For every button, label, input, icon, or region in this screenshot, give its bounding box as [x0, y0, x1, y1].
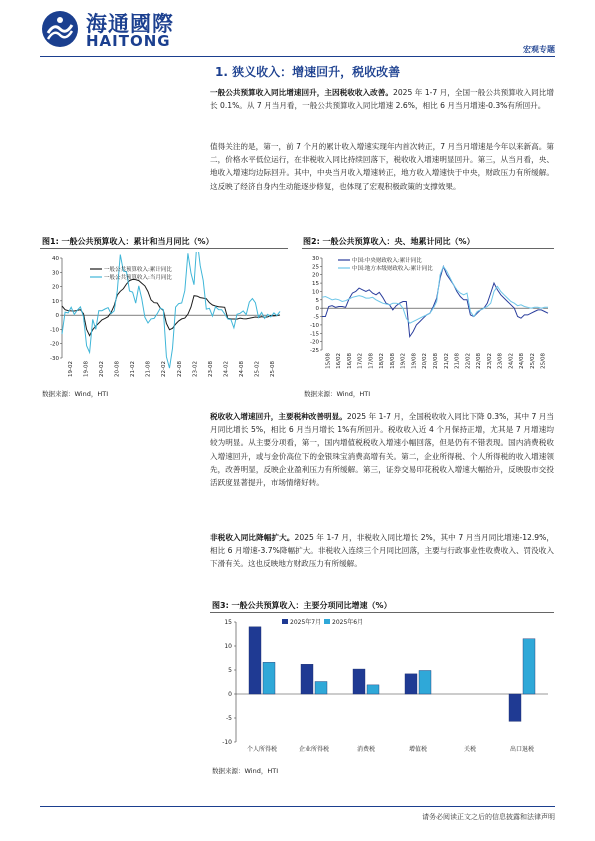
fig1-x-tick-label: 24-02	[223, 361, 230, 377]
figure-1-title-rule	[40, 248, 288, 249]
fig1-x-tick-label: 20-08	[114, 361, 121, 377]
fig3-category-label: 出口退税	[509, 746, 535, 753]
fig1-x-tick-label: 25-02	[254, 361, 261, 377]
fig3-category-label: 个人所得税	[246, 746, 278, 753]
fig2-x-tick-label: 19/08	[411, 353, 418, 369]
paragraph-1-body: 2025 年 1-7 月，全国一般公共预算收入同比增长 0.1%。从 7 月当月看，一般公共预算收入同比增速 2.6%，相比 6 月当月增速-0.3%有所回升。	[210, 88, 555, 111]
header-divider	[40, 56, 555, 57]
paragraph-3	[210, 410, 554, 489]
fig3-bar	[301, 664, 313, 694]
fig2-x-tick-label: 20/02	[422, 353, 429, 369]
fig2-x-tick-label: 23/02	[486, 353, 493, 369]
fig2-x-tick-label: 18/02	[379, 353, 386, 369]
fig1-y-tick-label: 20	[52, 284, 59, 291]
fig3-bar	[315, 682, 327, 694]
fig2-x-tick-label: 17/08	[368, 353, 375, 369]
fig3-category-label: 关税	[463, 746, 477, 753]
figure-1-title: 图1: 一般公共预算收入：累计和当月同比（%）	[42, 237, 214, 246]
footer-divider	[40, 806, 555, 807]
fig2-legend-label-1: 中国:中央财政收入:累计同比	[352, 258, 422, 264]
fig3-y-tick-label: 5	[228, 667, 232, 674]
fig1-x-tick-label: 23-08	[207, 361, 214, 377]
fig2-x-tick-label: 21/08	[454, 353, 461, 369]
fig1-x-tick-label: 21-02	[130, 361, 137, 377]
fig2-y-tick-label: 5	[315, 297, 319, 304]
logo-chinese-name: 海通國際	[86, 12, 174, 36]
fig2-y-tick-label: 15	[312, 281, 319, 288]
fig1-x-tick-label: 22-08	[176, 361, 183, 377]
fig1-y-tick-label: -10	[50, 327, 59, 334]
paragraph-4-body: 2025 年 1-7 月，非税收入同比增长 2%，其中 7 月当月同比增速-12.9%，相比 6 月增速-3.7%降幅扩大。非税收入连续三个月同比回落，主要与行政事业性收费收入、罚没收入下滑有关。这也反映地方财政压力有所缓解。	[210, 533, 555, 569]
report-type-tag: 宏观专题	[523, 45, 555, 54]
fig3-bar	[523, 639, 535, 694]
fig2-y-tick-label: 10	[312, 289, 319, 296]
fig1-y-tick-label: 30	[52, 270, 59, 277]
fig1-x-tick-label: 25-08	[270, 361, 277, 377]
figure-2-title: 图2: 一般公共预算收入：央、地累计同比（%）	[303, 237, 475, 246]
fig2-x-tick-label: 21/02	[443, 353, 450, 369]
paragraph-3-lead: 税收收入增速回升，主要税种改善明显。	[210, 412, 347, 421]
fig3-legend-swatch-2	[324, 619, 330, 624]
paragraph-4	[210, 531, 554, 571]
fig2-y-tick-label: 30	[312, 256, 319, 262]
fig2-y-tick-label: 25	[312, 264, 319, 271]
fig2-x-tick-label: 16/08	[346, 353, 353, 369]
figure-3-chart	[210, 614, 556, 762]
fig2-x-tick-label: 25/02	[529, 353, 536, 369]
fig3-bar	[509, 694, 521, 721]
logo-mark-icon	[40, 9, 80, 49]
fig1-y-tick-label: 0	[55, 313, 59, 320]
fig3-y-tick-label: 15	[224, 619, 232, 626]
fig2-y-tick-label: -20	[310, 339, 319, 346]
fig2-x-tick-label: 18/08	[389, 353, 396, 369]
fig1-x-tick-label: 24-08	[239, 361, 246, 377]
figure-2-title-rule	[302, 248, 554, 249]
figure-3-source: 数据来源：Wind，HTI	[212, 767, 279, 775]
fig1-x-tick-label: 21-08	[145, 361, 152, 377]
fig2-x-tick-label: 15/08	[325, 353, 332, 369]
fig3-category-label: 消费税	[356, 746, 376, 753]
fig2-x-tick-label: 20/08	[433, 353, 439, 369]
fig3-bar	[367, 685, 379, 694]
fig2-y-tick-label: 20	[312, 272, 319, 279]
fig2-x-tick-label: 22/02	[465, 353, 472, 369]
fig2-x-tick-label: 24/02	[508, 353, 515, 369]
paragraph-2-body: 值得关注的是，第一，前 7 个月的累计收入增速实现年内首次转正，7 月当月增速是今年以来新高。第二，价格水平低位运行，在非税收入同比持续回落下，税收收入增速明显回升。第三，从当月看，央、地收入增速均边际回升。其中，中央当月收入增速转正，地方收入增速快于中央，财政压力有所缓解。这反映了经济自身内生动能逐步修复，也体现了宏观积极政策的支撑效果。	[210, 142, 554, 191]
fig3-bar	[263, 662, 275, 694]
paragraph-1-lead: 一般公共预算收入同比增速回升，主因税收收入改善。	[210, 88, 393, 97]
figure-2-source: 数据来源：Wind，HTI	[304, 390, 371, 398]
fig1-y-tick-label: 40	[52, 256, 59, 262]
fig3-category-label: 增值税	[408, 746, 428, 753]
fig1-legend-label-2: 一般公共预算收入:当月同比	[104, 275, 172, 281]
fig2-legend-label-2: 中国:地方本级财政收入:累计同比	[352, 266, 433, 272]
fig3-y-tick-label: -5	[226, 715, 232, 722]
logo-english-name: HAITONG	[86, 32, 171, 50]
fig1-y-tick-label: -30	[50, 356, 59, 362]
fig1-y-tick-label: -20	[50, 341, 59, 348]
fig2-series-line-2	[322, 266, 548, 323]
fig1-x-tick-label: 19-02	[67, 361, 74, 377]
fig1-y-tick-label: 10	[52, 298, 59, 305]
fig3-bar	[353, 669, 365, 694]
fig2-x-tick-label: 23/08	[497, 353, 504, 369]
fig3-y-tick-label: 0	[228, 691, 232, 698]
fig2-y-tick-label: -15	[310, 331, 319, 338]
fig3-y-tick-label: 10	[224, 643, 232, 650]
fig1-x-tick-label: 23-02	[192, 361, 199, 377]
section-title: 1. 狭义收入：增速回升，税收改善	[215, 65, 401, 79]
paragraph-4-lead: 非税收入同比降幅扩大。	[210, 533, 295, 542]
fig2-x-tick-label: 25/08	[540, 353, 547, 369]
figure-3-title-rule	[210, 612, 554, 613]
company-logo	[40, 8, 180, 50]
paragraph-2	[210, 140, 554, 193]
fig3-legend-label-2: 2025年6月	[332, 619, 364, 626]
fig2-x-tick-label: 22/08	[476, 353, 483, 369]
fig3-y-tick-label: -10	[222, 739, 232, 746]
fig3-legend-label-1: 2025年7月	[290, 619, 322, 626]
fig2-series-line-1	[322, 266, 548, 336]
fig2-y-tick-label: -10	[310, 322, 319, 329]
fig2-x-tick-label: 24/08	[519, 353, 526, 369]
fig2-y-tick-label: -25	[310, 348, 319, 354]
fig2-x-tick-label: 17/02	[357, 353, 364, 369]
figure-2-chart	[302, 252, 556, 386]
fig3-category-label: 企业所得税	[298, 746, 330, 753]
fig3-legend-swatch-1	[282, 619, 288, 624]
fig1-x-tick-label: 19-08	[83, 361, 90, 377]
fig2-y-tick-label: 0	[315, 306, 319, 313]
figure-3-title: 图3: 一般公共预算收入：主要分项同比增速（%）	[212, 601, 392, 610]
paragraph-1	[210, 86, 554, 112]
figure-1-source: 数据来源：Wind，HTI	[42, 390, 109, 398]
fig2-x-tick-label: 19/02	[400, 353, 407, 369]
figure-1-chart	[40, 252, 290, 386]
fig3-bar	[405, 674, 417, 694]
fig2-y-tick-label: -5	[313, 314, 319, 321]
footer-disclaimer: 请务必阅读正文之后的信息披露和法律声明	[422, 813, 555, 821]
fig2-x-tick-label: 16/02	[336, 353, 343, 369]
fig3-bar	[249, 627, 261, 694]
fig1-x-tick-label: 20-02	[98, 361, 105, 377]
fig1-x-tick-label: 22-02	[161, 361, 168, 377]
paragraph-3-body: 2025 年 1-7 月，全国税收收入同比下降 0.3%，其中 7 月当月同比增长 5%，相比 6 月当月增长 1%有所回升。税收收入近 4 个月保持正增，尤其是 7 月增速均较为明显。从主要分项看，第一，国内增值税税收入增速小幅回落，但是仍有不错表现。国内消费税收入增速回升，或与金价高位下的金银珠宝消费高增有关。第二，企业所得税、个人所得税的收入增速领先，改善明显，反映企业盈利压力有所缓解。第三，证券交易印花税收入增速大幅抬升，反映股市交投活跃度显著提升，市场情绪好转。	[210, 412, 554, 488]
fig3-bar	[419, 670, 431, 694]
fig1-legend-label-1: 一般公共预算收入:累计同比	[104, 267, 172, 273]
